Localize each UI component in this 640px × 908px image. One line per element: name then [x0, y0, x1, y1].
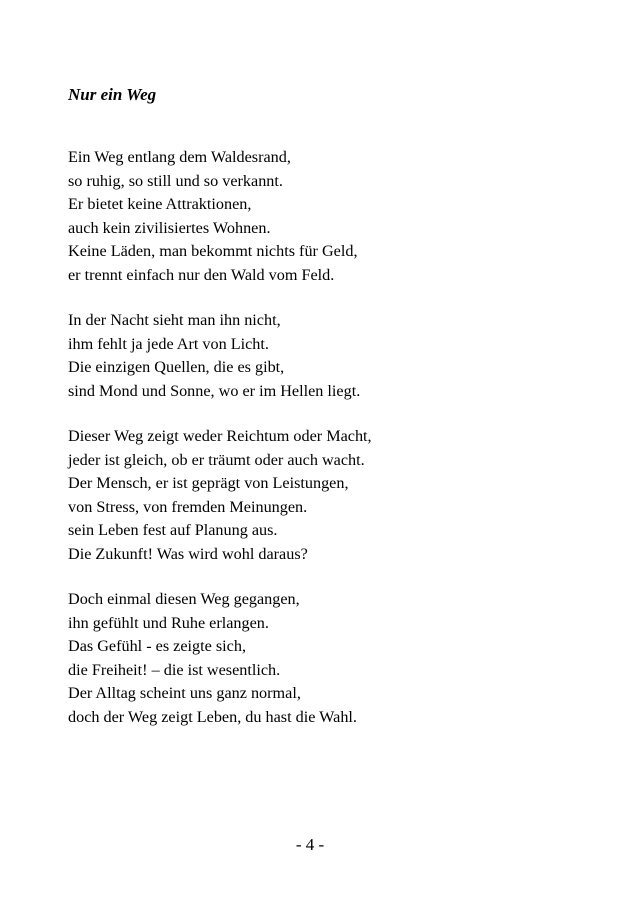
poem-line: Der Mensch, er ist geprägt von Leistungen, [68, 474, 349, 493]
poem-body [68, 146, 588, 751]
poem-line: In der Nacht sieht man ihn nicht, [68, 311, 281, 330]
poem-line: von Stress, von fremden Meinungen. [68, 497, 308, 516]
poem-line: Doch einmal diesen Weg gegangen, [68, 590, 300, 608]
stanza-2 [68, 309, 588, 403]
poem-line: doch der Weg zeigt Leben, du hast die Wahl. [68, 707, 357, 726]
poem-line: sein Leben fest auf Planung aus. [68, 521, 278, 540]
poem-line: Ein Weg entlang dem Waldesrand, [68, 148, 291, 166]
stanza-3 [68, 425, 588, 567]
poem-line: Er bietet keine Attraktionen, [68, 195, 252, 214]
poem-title: Nur ein Weg [68, 85, 157, 104]
poem-line: er trennt einfach nur den Wald vom Feld. [68, 265, 335, 284]
poem-line: die Freiheit! – die ist wesentlich. [68, 660, 281, 679]
poem-line: so ruhig, so still und so verkannt. [68, 171, 283, 190]
page-number: - 4 - [295, 835, 325, 854]
poem-line: Das Gefühl - es zeigte sich, [68, 637, 246, 656]
poem-line: ihn gefühlt und Ruhe erlangen. [68, 613, 269, 632]
poem-line: Dieser Weg zeigt weder Reichtum oder Macht, [68, 426, 372, 445]
poem-line: sind Mond und Sonne, wo er im Hellen liegt. [68, 381, 361, 400]
poem-line: jeder ist gleich, ob er träumt oder auch wacht. [68, 450, 365, 469]
poem-line: ihm fehlt ja jede Art von Licht. [68, 334, 269, 353]
poem-line: auch kein zivilisiertes Wohnen. [68, 218, 271, 237]
poem-line: Der Alltag scheint uns ganz normal, [68, 684, 301, 703]
poem-line: Die einzigen Quellen, die es gibt, [68, 358, 285, 377]
poem-line: Keine Läden, man bekommt nichts für Geld, [68, 242, 358, 261]
stanza-1 [68, 146, 588, 288]
stanza-4 [68, 588, 588, 730]
poem-line: Die Zukunft! Was wird wohl daraus? [68, 544, 308, 563]
